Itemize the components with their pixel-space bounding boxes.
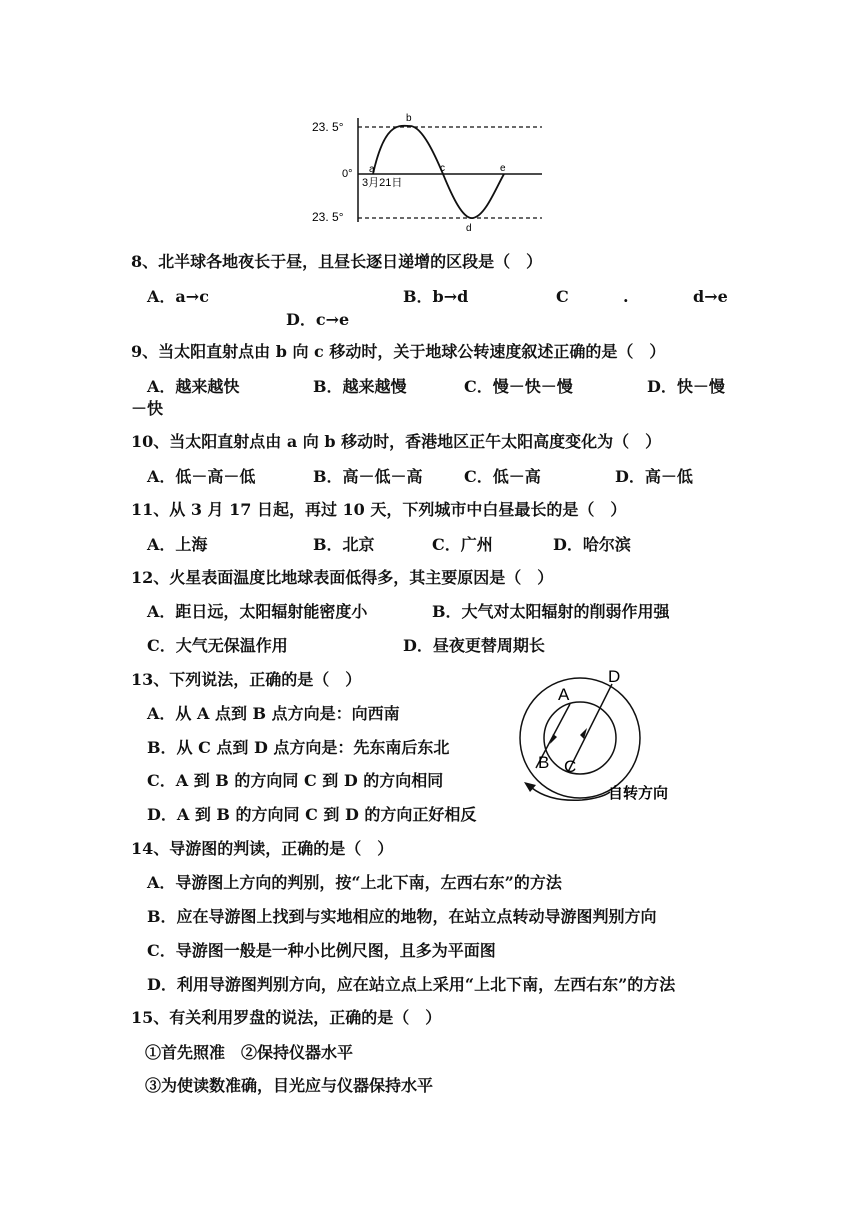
q14-option-a: A．导游图上方向的判别，按“上北下南，左西右东”的方法 <box>147 873 562 892</box>
label-c: C <box>564 757 577 776</box>
q11-stem: 11、从 3 月 17 日起，再过 10 天，下列城市中白昼最长的是（ ） <box>131 500 627 519</box>
label-d: D <box>608 667 621 686</box>
point-c: c <box>440 163 445 174</box>
q8-option-a: A．a→c <box>147 287 209 306</box>
point-a: a <box>369 164 375 175</box>
q14-option-c: C．导游图一般是一种小比例尺图，且多为平面图 <box>147 941 496 960</box>
rotation-diagram <box>510 664 690 806</box>
sine-curve <box>373 126 504 218</box>
q11-option-a: A．上海 <box>147 535 208 554</box>
q12-option-c: C．大气无保温作用 <box>147 636 288 655</box>
q13-option-a: A．从 A 点到 B 点方向是：向西南 <box>147 704 400 723</box>
q11-option-b: B．北京 <box>313 535 375 554</box>
q9-option-a: A．越来越快 <box>147 377 240 396</box>
q10-option-d: D．高－低 <box>615 467 693 486</box>
q15-statement-3: ③为使读数准确，目光应与仪器保持水平 <box>145 1076 434 1095</box>
q9-option-d: D．快－慢 <box>647 377 725 396</box>
q8-option-c-dot: . <box>623 287 629 306</box>
q8-option-c: C <box>556 287 569 306</box>
q10-stem: 10、当太阳直射点由 a 向 b 移动时，香港地区正午太阳高度变化为（ ） <box>131 432 662 451</box>
q10-option-b: B．高－低－高 <box>313 467 423 486</box>
q8-option-b: B．b→d <box>403 287 469 306</box>
label-a: A <box>558 685 570 704</box>
q11-option-d: D．哈尔滨 <box>553 535 631 554</box>
q10-option-c: C．低－高 <box>464 467 541 486</box>
q14-option-d: D．利用导游图判别方向，应在站立点上采用“上北下南，左西右东”的方法 <box>147 975 676 994</box>
subsolar-point-chart <box>310 110 550 235</box>
q13-option-d: D．A 到 B 的方向同 C 到 D 的方向正好相反 <box>147 805 477 824</box>
q12-option-d: D．昼夜更替周期长 <box>403 636 545 655</box>
q9-option-c: C．慢－快－慢 <box>464 377 573 396</box>
ylabel-zero: 0° <box>342 168 353 180</box>
label-b: B <box>538 753 550 772</box>
ylabel-bottom: 23. 5° <box>312 210 344 224</box>
point-b: b <box>406 113 412 124</box>
q9-stem: 9、当太阳直射点由 b 向 c 移动时，关于地球公转速度叙述正确的是（ ） <box>131 342 666 361</box>
q9-option-b: B．越来越慢 <box>313 377 407 396</box>
ylabel-top: 23. 5° <box>312 120 344 134</box>
q13-option-b: B．从 C 点到 D 点方向是：先东南后东北 <box>147 738 450 757</box>
point-d: d <box>466 223 472 234</box>
outer-circle <box>520 678 640 798</box>
q9-option-d-continued: －快 <box>131 399 164 418</box>
q13-stem: 13、下列说法，正确的是（ ） <box>131 670 362 689</box>
rotation-label: 自转方向 <box>608 785 669 802</box>
q8-stem: 8、北半球各地夜长于昼，且昼长逐日递增的区段是（ ） <box>131 252 543 271</box>
q12-option-b: B．大气对太阳辐射的削弱作用强 <box>432 602 670 621</box>
q12-option-a: A．距日远，太阳辐射能密度小 <box>147 602 368 621</box>
q15-statement-1-2: ①首先照准 ②保持仪器水平 <box>145 1043 354 1062</box>
q13-option-c: C．A 到 B 的方向同 C 到 D 的方向相同 <box>147 771 444 790</box>
point-e: e <box>500 163 506 174</box>
q8-option-c-text: d→e <box>693 287 728 306</box>
q15-stem: 15、有关利用罗盘的说法，正确的是（ ） <box>131 1008 442 1027</box>
q14-option-b: B．应在导游图上找到与实地相应的地物，在站立点转动导游图判别方向 <box>147 907 657 926</box>
q10-option-a: A．低－高－低 <box>147 467 256 486</box>
q12-stem: 12、火星表面温度比地球表面低得多，其主要原因是（ ） <box>131 568 554 587</box>
q8-option-d: D．c→e <box>286 310 350 329</box>
rotation-arc <box>532 788 610 800</box>
q14-stem: 14、导游图的判读，正确的是（ ） <box>131 839 394 858</box>
q11-option-c: C．广州 <box>432 535 493 554</box>
date-label: 3月21日 <box>362 177 403 189</box>
